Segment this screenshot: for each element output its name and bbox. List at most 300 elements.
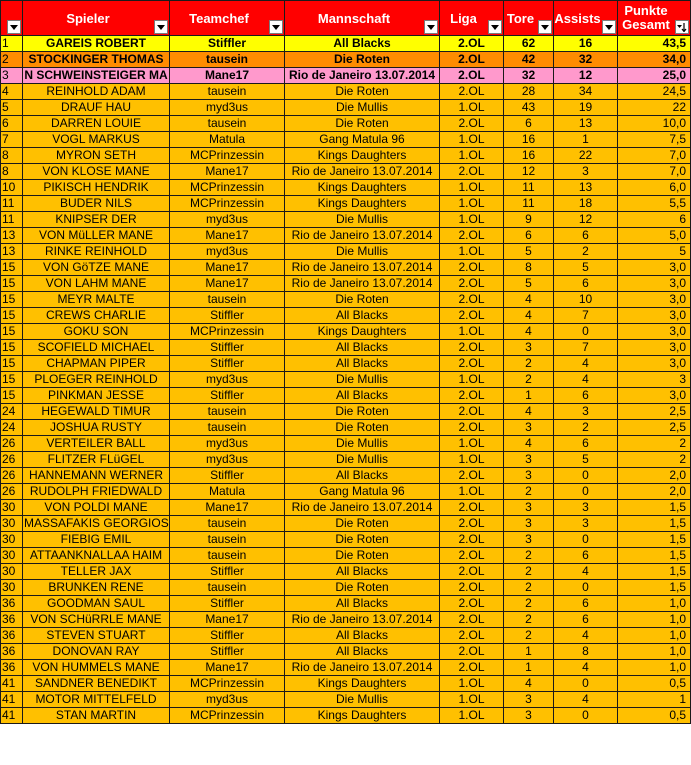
cell-assists[interactable]: 0 [554, 324, 618, 340]
cell-teamchef[interactable]: Stiffler [170, 468, 285, 484]
cell-spieler[interactable]: N SCHWEINSTEIGER MA [24, 68, 168, 82]
cell-assists[interactable]: 5 [554, 260, 618, 276]
cell-assists[interactable]: 6 [554, 276, 618, 292]
cell-tore[interactable]: 2 [504, 612, 554, 628]
cell-tore[interactable]: 42 [504, 52, 554, 68]
cell-tore[interactable]: 1 [504, 644, 554, 660]
cell-liga[interactable]: 2.OL [440, 660, 504, 676]
cell-assists[interactable]: 12 [554, 212, 618, 228]
cell-teamchef[interactable]: MCPrinzessin [170, 180, 285, 196]
cell-punkte[interactable]: 1,0 [618, 596, 691, 612]
cell-liga[interactable]: 1.OL [440, 180, 504, 196]
cell-mannschaft[interactable]: Die Roten [285, 404, 440, 420]
cell-teamchef[interactable]: myd3us [170, 212, 285, 228]
cell-punkte[interactable]: 3,0 [618, 324, 691, 340]
cell-teamchef[interactable]: MCPrinzessin [170, 324, 285, 340]
cell-tore[interactable]: 4 [504, 292, 554, 308]
cell-spieler[interactable]: VERTEILER BALL [23, 436, 170, 452]
cell-teamchef[interactable]: tausein [170, 548, 285, 564]
cell-spieler[interactable]: VON POLDI MANE [23, 500, 170, 516]
cell-assists[interactable]: 8 [554, 644, 618, 660]
cell-punkte[interactable]: 3,0 [618, 260, 691, 276]
cell-assists[interactable]: 5 [554, 452, 618, 468]
cell-teamchef[interactable]: Mane17 [170, 228, 285, 244]
cell-teamchef[interactable]: tausein [170, 84, 285, 100]
cell-rank[interactable]: 36 [1, 612, 23, 628]
cell-spieler[interactable]: PINKMAN JESSE [23, 388, 170, 404]
cell-tore[interactable]: 62 [504, 36, 554, 52]
cell-spieler[interactable]: VON GöTZE MANE [23, 260, 170, 276]
cell-teamchef[interactable]: Matula [170, 484, 285, 500]
cell-liga[interactable]: 1.OL [440, 196, 504, 212]
cell-assists[interactable]: 13 [554, 180, 618, 196]
cell-punkte[interactable]: 1,5 [618, 548, 691, 564]
cell-spieler[interactable]: VOGL MARKUS [23, 132, 170, 148]
cell-assists[interactable]: 4 [554, 628, 618, 644]
cell-rank[interactable]: 4 [1, 84, 23, 100]
cell-spieler[interactable]: STAN MARTIN [23, 708, 170, 724]
cell-tore[interactable]: 16 [504, 132, 554, 148]
cell-tore[interactable]: 3 [504, 420, 554, 436]
cell-teamchef[interactable]: MCPrinzessin [170, 148, 285, 164]
cell-punkte[interactable]: 6 [618, 212, 691, 228]
cell-spieler[interactable]: GOODMAN SAUL [23, 596, 170, 612]
cell-assists[interactable]: 4 [554, 692, 618, 708]
cell-punkte[interactable]: 0,5 [618, 676, 691, 692]
cell-mannschaft[interactable]: All Blacks [285, 356, 440, 372]
cell-tore[interactable]: 6 [504, 116, 554, 132]
cell-spieler[interactable]: KNIPSER DER [23, 212, 170, 228]
cell-liga[interactable]: 1.OL [440, 100, 504, 116]
cell-mannschaft[interactable]: Rio de Janeiro 13.07.2014 [285, 164, 440, 180]
cell-rank[interactable]: 41 [1, 692, 23, 708]
cell-rank[interactable]: 13 [1, 228, 23, 244]
cell-spieler[interactable]: CREWS CHARLIE [23, 308, 170, 324]
cell-assists[interactable]: 6 [554, 388, 618, 404]
cell-tore[interactable]: 4 [504, 324, 554, 340]
cell-liga[interactable]: 2.OL [440, 356, 504, 372]
cell-rank[interactable]: 24 [1, 404, 23, 420]
cell-assists[interactable]: 4 [554, 372, 618, 388]
cell-rank[interactable]: 15 [1, 308, 23, 324]
cell-teamchef[interactable]: Stiffler [170, 340, 285, 356]
cell-rank[interactable]: 36 [1, 660, 23, 676]
cell-teamchef[interactable]: Mane17 [170, 260, 285, 276]
cell-punkte[interactable]: 25,0 [618, 68, 691, 84]
cell-tore[interactable]: 1 [504, 388, 554, 404]
cell-rank[interactable]: 24 [1, 420, 23, 436]
cell-liga[interactable]: 2.OL [440, 596, 504, 612]
cell-mannschaft[interactable]: Rio de Janeiro 13.07.2014 [285, 68, 440, 84]
cell-liga[interactable]: 2.OL [440, 52, 504, 68]
cell-mannschaft[interactable]: All Blacks [285, 628, 440, 644]
cell-spieler[interactable]: STOCKINGER THOMAS [23, 52, 170, 68]
cell-teamchef[interactable]: Stiffler [170, 564, 285, 580]
cell-rank[interactable]: 1 [1, 36, 23, 52]
cell-rank[interactable]: 30 [1, 580, 23, 596]
cell-punkte[interactable]: 7,0 [618, 148, 691, 164]
cell-rank[interactable]: 36 [1, 596, 23, 612]
cell-teamchef[interactable]: tausein [170, 532, 285, 548]
cell-liga[interactable]: 2.OL [440, 276, 504, 292]
cell-assists[interactable]: 22 [554, 148, 618, 164]
cell-spieler[interactable]: SANDNER BENEDIKT [23, 676, 170, 692]
cell-rank[interactable]: 30 [1, 532, 23, 548]
cell-mannschaft[interactable]: Rio de Janeiro 13.07.2014 [285, 260, 440, 276]
cell-teamchef[interactable]: Matula [170, 132, 285, 148]
cell-mannschaft[interactable]: Die Roten [285, 84, 440, 100]
filter-tore-button[interactable] [538, 20, 552, 34]
cell-spieler[interactable]: GOKU SON [23, 324, 170, 340]
cell-spieler[interactable]: REINHOLD ADAM [23, 84, 170, 100]
cell-liga[interactable]: 2.OL [440, 68, 504, 84]
cell-teamchef[interactable]: Stiffler [170, 308, 285, 324]
cell-liga[interactable]: 2.OL [440, 612, 504, 628]
cell-liga[interactable]: 2.OL [440, 292, 504, 308]
cell-rank[interactable]: 2 [1, 52, 23, 68]
cell-teamchef[interactable]: myd3us [170, 436, 285, 452]
cell-tore[interactable]: 12 [504, 164, 554, 180]
cell-teamchef[interactable]: Mane17 [170, 68, 285, 84]
cell-punkte[interactable]: 3,0 [618, 356, 691, 372]
cell-teamchef[interactable]: Mane17 [170, 612, 285, 628]
cell-tore[interactable]: 3 [504, 516, 554, 532]
cell-teamchef[interactable]: myd3us [170, 100, 285, 116]
cell-tore[interactable]: 6 [504, 228, 554, 244]
cell-punkte[interactable]: 1,5 [618, 564, 691, 580]
cell-rank[interactable]: 30 [1, 516, 23, 532]
cell-punkte[interactable]: 1,5 [618, 516, 691, 532]
cell-assists[interactable]: 0 [554, 708, 618, 724]
cell-liga[interactable]: 2.OL [440, 468, 504, 484]
cell-mannschaft[interactable]: Die Mullis [285, 244, 440, 260]
cell-spieler[interactable]: MOTOR MITTELFELD [23, 692, 170, 708]
filter-assists-button[interactable] [602, 20, 616, 34]
cell-liga[interactable]: 1.OL [440, 452, 504, 468]
cell-assists[interactable]: 32 [554, 52, 618, 68]
cell-rank[interactable]: 30 [1, 548, 23, 564]
cell-punkte[interactable]: 2 [618, 436, 691, 452]
cell-punkte[interactable]: 1,0 [618, 612, 691, 628]
cell-mannschaft[interactable]: Die Roten [285, 548, 440, 564]
cell-punkte[interactable]: 6,0 [618, 180, 691, 196]
cell-liga[interactable]: 1.OL [440, 692, 504, 708]
cell-spieler[interactable]: ATTAANKNALLAA HAIM [23, 548, 170, 564]
cell-assists[interactable]: 16 [554, 36, 618, 52]
filter-mannschaft-button[interactable] [424, 20, 438, 34]
cell-liga[interactable]: 2.OL [440, 84, 504, 100]
cell-rank[interactable]: 26 [1, 452, 23, 468]
cell-assists[interactable]: 7 [554, 308, 618, 324]
cell-mannschaft[interactable]: Die Mullis [285, 692, 440, 708]
cell-assists[interactable]: 3 [554, 500, 618, 516]
cell-tore[interactable]: 9 [504, 212, 554, 228]
cell-tore[interactable]: 16 [504, 148, 554, 164]
cell-tore[interactable]: 3 [504, 452, 554, 468]
cell-mannschaft[interactable]: Die Roten [285, 52, 440, 68]
cell-spieler[interactable]: VON HUMMELS MANE [23, 660, 170, 676]
cell-liga[interactable]: 2.OL [440, 628, 504, 644]
cell-mannschaft[interactable]: Die Mullis [285, 212, 440, 228]
cell-mannschaft[interactable]: Die Mullis [285, 100, 440, 116]
cell-rank[interactable]: 10 [1, 180, 23, 196]
cell-assists[interactable]: 0 [554, 532, 618, 548]
cell-spieler[interactable]: HANNEMANN WERNER [23, 468, 170, 484]
cell-punkte[interactable]: 3 [618, 372, 691, 388]
cell-assists[interactable]: 4 [554, 660, 618, 676]
cell-mannschaft[interactable]: Die Mullis [285, 436, 440, 452]
cell-tore[interactable]: 5 [504, 276, 554, 292]
cell-mannschaft[interactable]: Die Roten [285, 116, 440, 132]
cell-liga[interactable]: 2.OL [440, 564, 504, 580]
cell-rank[interactable]: 15 [1, 276, 23, 292]
cell-tore[interactable]: 2 [504, 548, 554, 564]
cell-spieler[interactable]: RINKE REINHOLD [23, 244, 170, 260]
cell-spieler[interactable]: DRAUF HAU [23, 100, 170, 116]
cell-tore[interactable]: 3 [504, 532, 554, 548]
cell-mannschaft[interactable]: Die Mullis [285, 372, 440, 388]
cell-tore[interactable]: 11 [504, 196, 554, 212]
cell-mannschaft[interactable]: Rio de Janeiro 13.07.2014 [285, 660, 440, 676]
cell-punkte[interactable]: 3,0 [618, 308, 691, 324]
cell-liga[interactable]: 1.OL [440, 372, 504, 388]
cell-spieler[interactable]: FIEBIG EMIL [23, 532, 170, 548]
cell-rank[interactable]: 5 [1, 100, 23, 116]
cell-assists[interactable]: 6 [554, 612, 618, 628]
cell-liga[interactable]: 1.OL [440, 676, 504, 692]
cell-teamchef[interactable]: MCPrinzessin [170, 676, 285, 692]
cell-mannschaft[interactable]: All Blacks [285, 340, 440, 356]
cell-mannschaft[interactable]: Die Roten [285, 420, 440, 436]
cell-teamchef[interactable]: Mane17 [170, 500, 285, 516]
cell-teamchef[interactable]: tausein [170, 420, 285, 436]
cell-rank[interactable]: 13 [1, 244, 23, 260]
cell-mannschaft[interactable]: All Blacks [285, 36, 440, 52]
cell-spieler[interactable]: MEYR MALTE [23, 292, 170, 308]
cell-mannschaft[interactable]: All Blacks [285, 564, 440, 580]
cell-tore[interactable]: 4 [504, 676, 554, 692]
cell-liga[interactable]: 2.OL [440, 308, 504, 324]
cell-assists[interactable]: 13 [554, 116, 618, 132]
cell-punkte[interactable]: 2,5 [618, 420, 691, 436]
cell-spieler[interactable]: MYRON SETH [23, 148, 170, 164]
cell-mannschaft[interactable]: Die Roten [285, 580, 440, 596]
cell-tore[interactable]: 43 [504, 100, 554, 116]
cell-tore[interactable]: 4 [504, 404, 554, 420]
cell-punkte[interactable]: 43,5 [618, 36, 691, 52]
cell-rank[interactable]: 30 [1, 564, 23, 580]
cell-tore[interactable]: 32 [504, 68, 554, 84]
cell-punkte[interactable]: 24,5 [618, 84, 691, 100]
cell-teamchef[interactable]: myd3us [170, 452, 285, 468]
cell-assists[interactable]: 7 [554, 340, 618, 356]
cell-mannschaft[interactable]: Gang Matula 96 [285, 132, 440, 148]
cell-spieler[interactable]: VON MüLLER MANE [23, 228, 170, 244]
filter-teamchef-button[interactable] [269, 20, 283, 34]
cell-liga[interactable]: 2.OL [440, 548, 504, 564]
cell-tore[interactable]: 2 [504, 628, 554, 644]
cell-teamchef[interactable]: Mane17 [170, 164, 285, 180]
cell-mannschaft[interactable]: All Blacks [285, 468, 440, 484]
cell-tore[interactable]: 2 [504, 484, 554, 500]
cell-rank[interactable]: 26 [1, 484, 23, 500]
cell-spieler[interactable]: BRUNKEN RENE [23, 580, 170, 596]
cell-rank[interactable]: 8 [1, 164, 23, 180]
cell-spieler[interactable]: SCOFIELD MICHAEL [23, 340, 170, 356]
cell-tore[interactable]: 1 [504, 660, 554, 676]
cell-liga[interactable]: 2.OL [440, 644, 504, 660]
cell-tore[interactable]: 5 [504, 244, 554, 260]
cell-spieler[interactable]: RUDOLPH FRIEDWALD [23, 484, 170, 500]
cell-spieler[interactable]: STEVEN STUART [23, 628, 170, 644]
cell-teamchef[interactable]: tausein [170, 404, 285, 420]
cell-assists[interactable]: 12 [554, 68, 618, 84]
cell-punkte[interactable]: 7,0 [618, 164, 691, 180]
cell-liga[interactable]: 2.OL [440, 260, 504, 276]
cell-liga[interactable]: 1.OL [440, 132, 504, 148]
cell-teamchef[interactable]: tausein [170, 516, 285, 532]
cell-spieler[interactable]: HEGEWALD TIMUR [23, 404, 170, 420]
cell-tore[interactable]: 3 [504, 708, 554, 724]
cell-mannschaft[interactable]: Die Roten [285, 532, 440, 548]
cell-spieler[interactable]: JOSHUA RUSTY [23, 420, 170, 436]
cell-punkte[interactable]: 1,0 [618, 660, 691, 676]
cell-assists[interactable]: 19 [554, 100, 618, 116]
cell-teamchef[interactable]: myd3us [170, 692, 285, 708]
cell-assists[interactable]: 3 [554, 516, 618, 532]
cell-teamchef[interactable]: MCPrinzessin [170, 708, 285, 724]
cell-rank[interactable]: 26 [1, 436, 23, 452]
cell-punkte[interactable]: 1,0 [618, 628, 691, 644]
cell-mannschaft[interactable]: Die Roten [285, 292, 440, 308]
cell-tore[interactable]: 3 [504, 468, 554, 484]
cell-mannschaft[interactable]: Rio de Janeiro 13.07.2014 [285, 500, 440, 516]
cell-assists[interactable]: 18 [554, 196, 618, 212]
cell-rank[interactable]: 15 [1, 260, 23, 276]
cell-tore[interactable]: 2 [504, 596, 554, 612]
cell-assists[interactable]: 0 [554, 484, 618, 500]
cell-teamchef[interactable]: Mane17 [170, 660, 285, 676]
cell-rank[interactable]: 6 [1, 116, 23, 132]
cell-liga[interactable]: 2.OL [440, 36, 504, 52]
cell-punkte[interactable]: 5 [618, 244, 691, 260]
cell-liga[interactable]: 2.OL [440, 404, 504, 420]
cell-tore[interactable]: 3 [504, 692, 554, 708]
cell-rank[interactable]: 26 [1, 468, 23, 484]
cell-mannschaft[interactable]: Kings Daughters [285, 148, 440, 164]
cell-assists[interactable]: 34 [554, 84, 618, 100]
cell-tore[interactable]: 2 [504, 356, 554, 372]
cell-teamchef[interactable]: Stiffler [170, 388, 285, 404]
cell-punkte[interactable]: 1,5 [618, 580, 691, 596]
cell-rank[interactable]: 7 [1, 132, 23, 148]
cell-assists[interactable]: 1 [554, 132, 618, 148]
cell-mannschaft[interactable]: All Blacks [285, 596, 440, 612]
cell-punkte[interactable]: 22 [618, 100, 691, 116]
cell-tore[interactable]: 8 [504, 260, 554, 276]
cell-assists[interactable]: 3 [554, 404, 618, 420]
cell-liga[interactable]: 1.OL [440, 324, 504, 340]
cell-punkte[interactable]: 3,0 [618, 276, 691, 292]
filter-rank-button[interactable] [7, 20, 21, 34]
cell-spieler[interactable]: FLITZER FLüGEL [23, 452, 170, 468]
cell-mannschaft[interactable]: Die Mullis [285, 452, 440, 468]
cell-teamchef[interactable]: MCPrinzessin [170, 196, 285, 212]
cell-rank[interactable]: 15 [1, 356, 23, 372]
cell-teamchef[interactable]: tausein [170, 116, 285, 132]
cell-punkte[interactable]: 0,5 [618, 708, 691, 724]
cell-liga[interactable]: 2.OL [440, 164, 504, 180]
cell-assists[interactable]: 6 [554, 548, 618, 564]
cell-punkte[interactable]: 34,0 [618, 52, 691, 68]
cell-mannschaft[interactable]: Rio de Janeiro 13.07.2014 [285, 228, 440, 244]
cell-liga[interactable]: 1.OL [440, 148, 504, 164]
cell-rank[interactable]: 15 [1, 388, 23, 404]
cell-mannschaft[interactable]: Rio de Janeiro 13.07.2014 [285, 276, 440, 292]
cell-rank[interactable]: 30 [1, 500, 23, 516]
cell-mannschaft[interactable]: All Blacks [285, 644, 440, 660]
cell-mannschaft[interactable]: Kings Daughters [285, 708, 440, 724]
cell-spieler[interactable]: GAREIS ROBERT [23, 36, 170, 52]
cell-assists[interactable]: 0 [554, 580, 618, 596]
cell-teamchef[interactable]: Stiffler [170, 644, 285, 660]
cell-teamchef[interactable]: tausein [170, 52, 285, 68]
cell-punkte[interactable]: 7,5 [618, 132, 691, 148]
cell-assists[interactable]: 10 [554, 292, 618, 308]
cell-liga[interactable]: 1.OL [440, 436, 504, 452]
cell-liga[interactable]: 2.OL [440, 420, 504, 436]
cell-mannschaft[interactable]: All Blacks [285, 388, 440, 404]
cell-punkte[interactable]: 2,0 [618, 468, 691, 484]
cell-mannschaft[interactable]: Rio de Janeiro 13.07.2014 [285, 612, 440, 628]
cell-spieler[interactable]: VON KLOSE MANE [23, 164, 170, 180]
cell-punkte[interactable]: 1,5 [618, 500, 691, 516]
cell-assists[interactable]: 4 [554, 356, 618, 372]
cell-mannschaft[interactable]: Kings Daughters [285, 196, 440, 212]
cell-liga[interactable]: 2.OL [440, 340, 504, 356]
cell-liga[interactable]: 2.OL [440, 500, 504, 516]
cell-assists[interactable]: 6 [554, 228, 618, 244]
cell-punkte[interactable]: 5,0 [618, 228, 691, 244]
cell-spieler[interactable]: PIKISCH HENDRIK [23, 180, 170, 196]
cell-liga[interactable]: 2.OL [440, 532, 504, 548]
cell-rank[interactable]: 8 [1, 148, 23, 164]
cell-rank[interactable]: 11 [1, 196, 23, 212]
cell-assists[interactable]: 2 [554, 420, 618, 436]
cell-assists[interactable]: 0 [554, 676, 618, 692]
cell-tore[interactable]: 28 [504, 84, 554, 100]
cell-rank[interactable]: 3 [1, 68, 23, 84]
cell-tore[interactable]: 2 [504, 580, 554, 596]
cell-rank[interactable]: 15 [1, 292, 23, 308]
cell-mannschaft[interactable]: Kings Daughters [285, 324, 440, 340]
cell-teamchef[interactable]: Stiffler [170, 628, 285, 644]
cell-assists[interactable]: 4 [554, 564, 618, 580]
filter-punkte-button[interactable] [675, 20, 689, 34]
cell-assists[interactable]: 2 [554, 244, 618, 260]
cell-rank[interactable]: 15 [1, 372, 23, 388]
cell-rank[interactable]: 41 [1, 708, 23, 724]
cell-liga[interactable]: 2.OL [440, 516, 504, 532]
cell-tore[interactable]: 11 [504, 180, 554, 196]
cell-liga[interactable]: 2.OL [440, 388, 504, 404]
cell-spieler[interactable]: VON LAHM MANE [23, 276, 170, 292]
cell-mannschaft[interactable]: All Blacks [285, 308, 440, 324]
cell-rank[interactable]: 15 [1, 324, 23, 340]
cell-teamchef[interactable]: tausein [170, 292, 285, 308]
cell-teamchef[interactable]: myd3us [170, 244, 285, 260]
cell-tore[interactable]: 2 [504, 564, 554, 580]
